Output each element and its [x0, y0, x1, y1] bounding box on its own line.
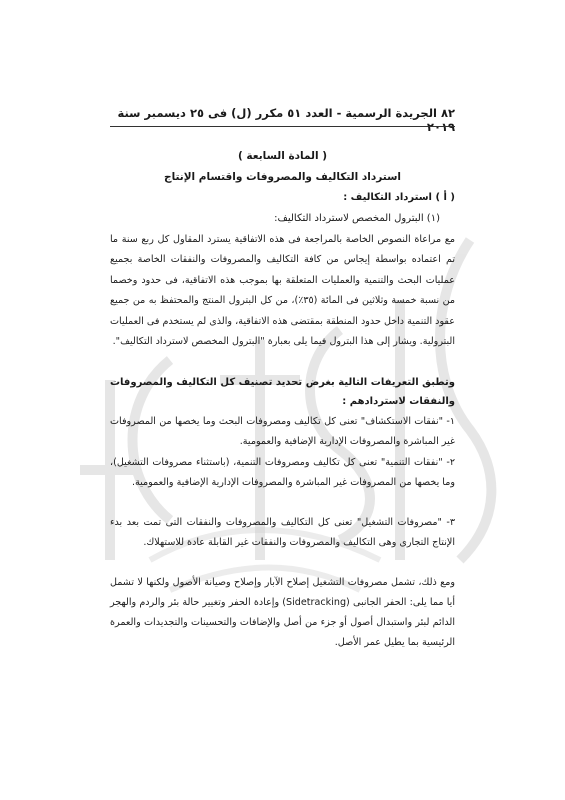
- definition-exploration: ١- "نفقات الاستكشاف" تعنى كل تكاليف ومصروفات البحث وما يخصها من المصروفات غير المباشرة والمصروفات الإدارية الإضافية والعمومية.: [110, 416, 455, 447]
- subsection-heading: ( أ ) استرداد التكاليف :: [343, 192, 455, 203]
- header-divider: [110, 126, 455, 127]
- section-title: استرداد التكاليف والمصروفات واقتسام الإنتاج: [164, 171, 401, 183]
- definition-development: ٢- "نفقات التنمية" تعنى كل تكاليف ومصروفات التنمية، (باستثناء مصروفات التشغيل)، وما يخصها من المصروفات غير المباشرة والمصروفات الإدارية الإضافية والعمومية.: [110, 457, 455, 488]
- gazette-header: ٨٢ الجريدة الرسمية - العدد ٥١ مكرر (ل) فى ٢٥ ديسمبر سنة ٢٠١٩: [117, 106, 455, 134]
- article-title: ( المادة السابعة ): [237, 150, 328, 162]
- paragraph: ومع ذلك، تشمل مصروفات التشغيل إصلاح الآبار وإصلاح وصيانة الأصول ولكنها لا تشمل أيا مما يلى: الحفر الجانبى (Sidetracking) وإعادة الحفر وتغيير حالة بئر والردم والهجر الدائم لبئر واستبدال أصول أو جزء من أصل والإضافات والتحسينات والتجديدات والعمرة الرئيسية بما يطيل عمر الأصل.: [110, 577, 455, 648]
- paragraph: مع مراعاة النصوص الخاصة بالمراجعة فى هذه الاتفاقية يسترد المقاول كل ربع سنة ما تم اعتماده بواسطة إيجاس من كافة التكاليف والمصروفات والنفقات الخاصة بجميع عمليات البحث والتنمية والعمليات المتعلقة بها بموجب هذه الاتفاقية، فى حدود وخصما من نسبة خمسة وثلاثين فى المائة (٣٥٪)، من كل البترول المنتج والمحتفظ به من جميع عقود التنمية داخل حدود المنطقة بمقتضى هذه الاتفاقية، والذى لم يستخدم فى العمليات البترولية. ويشار إلى هذا البترول فيما يلى بعبارة "البترول المخصص لاسترداد التكاليف".: [110, 234, 456, 348]
- definitions-intro: وتطبق التعريفات التالية بغرض تحديد تصنيف كل التكاليف والمصروفات والنفقات لاستردادهم :: [110, 377, 455, 407]
- definition-operating: ٣- "مصروفات التشغيل" تعنى كل التكاليف والمصروفات والنفقات التى تمت بعد بدء الإنتاج التجارى وهى التكاليف والمصروفات والنفقات غير القابلة عادة للاستهلاك.: [110, 517, 455, 548]
- item-heading: (١) البترول المخصص لاسترداد التكاليف:: [274, 213, 440, 224]
